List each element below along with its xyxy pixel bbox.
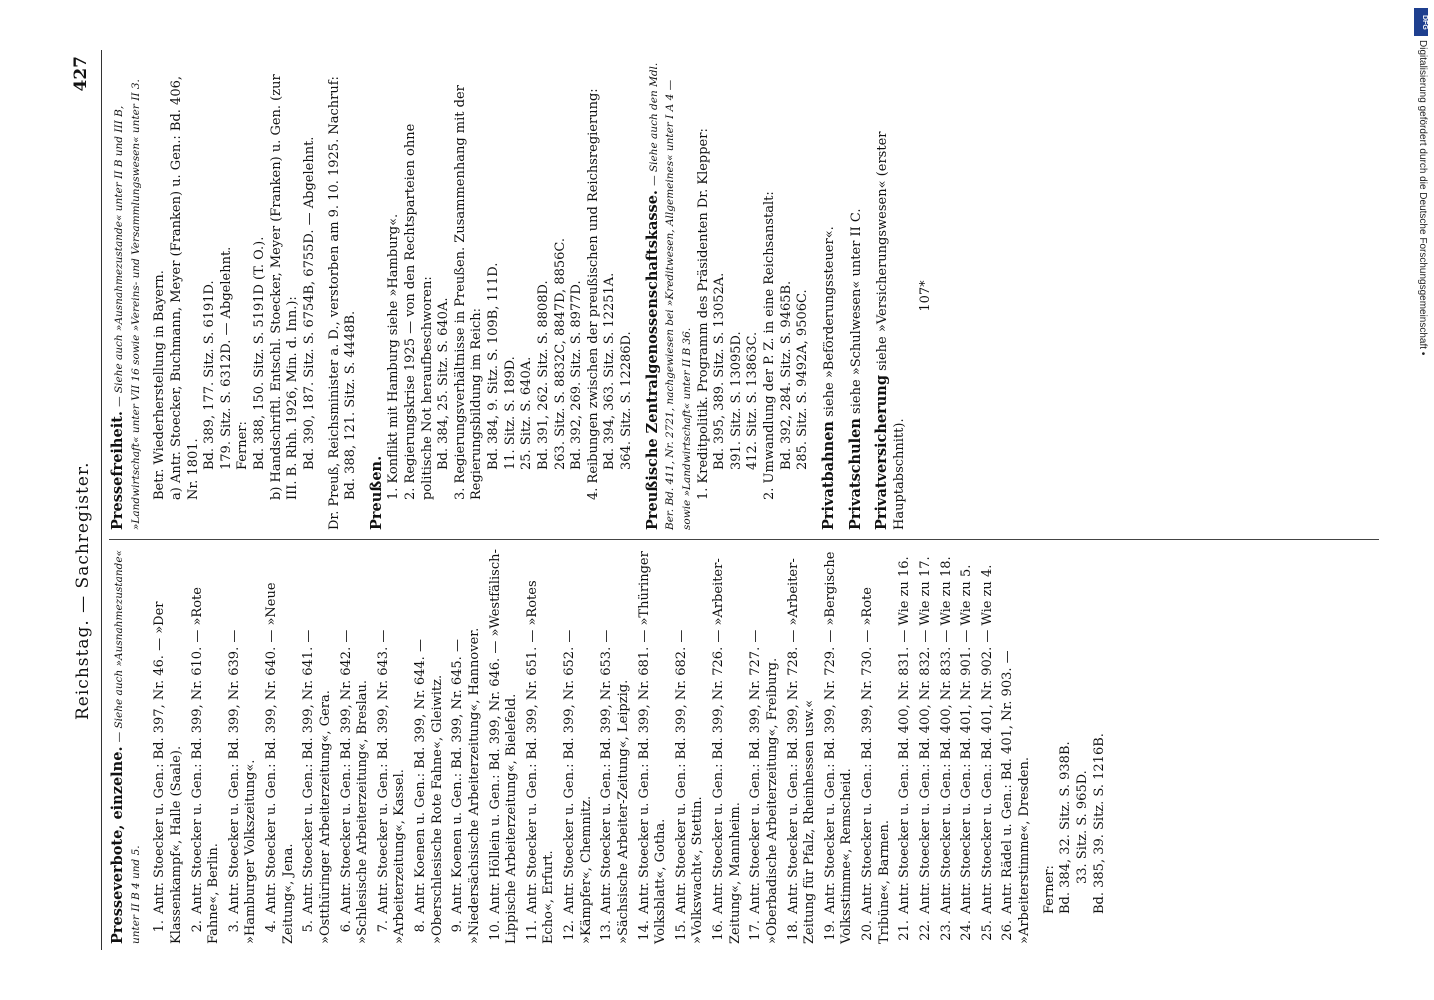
presseverbote-entry (525, 549, 558, 944)
ferner-reference: Bd. 384, 32. Sitz. S. 938B. (1058, 741, 1074, 914)
entry-number: 20. (860, 920, 875, 941)
entry-text: Antr. Stoecker u. Gen.: Bd. 400, Nr. 832. — Wie zu 17. (917, 556, 933, 914)
entry-number: 11. (524, 920, 540, 941)
preussen-item-3: 3. Regierungsverhältnisse in Preußen. Zusammenhang mit der Regierungsbildung im Reich: (452, 85, 485, 500)
presseverbote-entry (413, 549, 446, 944)
presseverbote-entry (1000, 549, 1033, 944)
entry-number: 26. (1000, 920, 1016, 941)
preussen-item-3-ref-5: 263. Sitz. S. 8832C, 8847D, 8856C. (552, 237, 568, 470)
zentral-para (644, 62, 696, 530)
zentral-item-2: 2. Umwandlung der P. Z. in eine Reichsanstalt: (762, 191, 778, 500)
presseverbote-entry (227, 549, 260, 944)
preussen-item-3-ref-2: 11. Sitz. S. 189D. (502, 356, 518, 470)
ferner-reference: Bd. 385, 39. Sitz. S. 1216B. (1091, 733, 1107, 914)
entry-text: Antr. Stoecker u. Gen.: Bd. 401, Nr. 902. — Wie zu 4. (979, 564, 995, 914)
entry-number: 2. (189, 920, 205, 933)
presseverbote-entry (488, 549, 521, 944)
presseverbote-list (152, 549, 1033, 944)
presseverbote-entry (674, 549, 707, 944)
preussen-item-3-ref-6: Bd. 392, 269. Sitz. S. 8977D. (569, 280, 585, 470)
preussen-item-4-ref-1: Bd. 394, 363. Sitz. S. 12251A. (602, 272, 618, 470)
zentral-item-1-ref-2: 391. Sitz. S. 13095D. (728, 331, 744, 470)
entry-a: a) Antr. Stoecker, Buchmann, Meyer (Franken) u. Gen.: Bd. 406, Nr. 1801. (168, 76, 201, 500)
entry-text: Antr. Stoecker u. Gen.: Bd. 399, Nr. 639. — »Hamburger Volkszeitung«. (226, 629, 259, 944)
entry-b-ref-1: Bd. 390, 187. Sitz. S. 6754B, 6755D. — Abgelehnt. (301, 136, 317, 470)
preussen-item-2: 2. Regierungskrise 1925 — von den Rechtsparteien ohne politische Not heraufbeschworen: (402, 123, 435, 500)
entry-text: Antr. Höllein u. Gen.: Bd. 399, Nr. 646. — »Westfälisch-Lippische Arbeiterzeitung«, Bielefeld. (487, 549, 520, 944)
entry-a-ferner: Ferner: (235, 421, 251, 470)
entry-text: Antr. Stoecker u. Gen.: Bd. 400, Nr. 831. — Wie zu 16. (897, 556, 913, 914)
entry-number: 25. (979, 920, 995, 941)
pressefreiheit-para (109, 62, 144, 530)
presseverbote-crossref: — Siehe auch »Ausnahmezustande« unter II B 4 und 5. (113, 550, 142, 944)
ferner-list (1058, 549, 1108, 944)
preuss-ref: Bd. 388, 121. Sitz. S. 4448B. (343, 310, 359, 500)
presseverbote-entry (918, 549, 935, 944)
digitization-credit: Digitalisierung gefördert durch die Deutsche Forschungsgemeinschaft • (1417, 40, 1428, 356)
privatbahnen-heading: Privatbahnen (819, 421, 837, 530)
privatschulen-entry (847, 62, 866, 530)
zentral-item-1-ref-1: Bd. 395, 389. Sitz. S. 13052A. (712, 272, 728, 470)
zentral-item-2-ref-1: Bd. 392, 284. Sitz. S. 9465B. (778, 280, 794, 470)
entry-text: Antr. Stoecker u. Gen.: Bd. 399, Nr. 652. — »Kämpfer«, Chemnitz. (562, 629, 594, 944)
entry-number: 19. (822, 920, 838, 941)
privatversicherung-entry (873, 62, 908, 530)
presseverbote-entry (152, 549, 185, 944)
presseverbote-entry (823, 549, 856, 944)
entry-number: 6. (338, 920, 354, 933)
entry-number: 17. (748, 920, 764, 941)
entry-text: Antr. Rädel u. Gen.: Bd. 401, Nr. 903. — »Arbeiterstimme«, Dresden. (1000, 650, 1032, 944)
entry-number: 12. (562, 920, 577, 941)
presseverbote-entry (980, 549, 997, 944)
preussen-item-3-ref-3: 25. Sitz. S. 640A. (519, 356, 535, 470)
preussen-heading: Preußen. (367, 455, 385, 530)
presseverbote-entry (959, 549, 976, 944)
entry-number: 8. (413, 920, 428, 933)
entry-number: 14. (636, 920, 652, 941)
zentral-crossref: — Siehe auch den Mdl. Ber. Bd. 411, Nr. 2721, nachgewiesen bei »Kreditwesen, Allgemeines« unter I A 4 — sowie »Landwirtschaft« unter II B 36. (647, 62, 693, 530)
presseverbote-entry (264, 549, 297, 944)
entry-text: Antr. Stoecker u. Gen.: Bd. 399, Nr. 681. — »Thüringer Volksblatt«, Gotha. (636, 551, 669, 944)
right-column (109, 62, 1395, 530)
zentral-item-1: 1. Kreditpolitik. Programm des Präsidenten Dr. Klepper: (695, 128, 711, 500)
preussen-item-1: 1. Konflikt mit Hamburg siehe »Hamburg«. (386, 213, 402, 500)
zentral-item-2-ref-2: 285. Sitz. S. 9492A, 9506C. (795, 289, 811, 470)
presseverbote-entry (939, 549, 956, 944)
running-header (65, 50, 102, 950)
entry-number: 21. (897, 920, 913, 941)
presseverbote-entry (860, 549, 893, 944)
preussen-item-4-ref-2: 364. Sitz. S. 12286D. (619, 331, 635, 470)
preuss-entry: Dr. Preuß, Reichsminister a. D., verstorben am 9. 10. 1925. Nachruf: (326, 76, 342, 530)
entry-b: b) Handschriftl. Entschl. Stoecker, Meyer (Franken) u. Gen. (zur III. B. Rhh. 1926, Min. d. Inn.): (268, 74, 301, 500)
entry-text: Antr. Stoecker u. Gen.: Bd. 399, Nr. 730. — »Rote Tribüne«, Barmen. (860, 587, 892, 944)
privatversicherung-ref: siehe »Versicherungswesen« (erster Hauptabschnitt). (875, 131, 907, 530)
presseverbote-entry (599, 549, 632, 944)
entry-text: Antr. Koenen u. Gen.: Bd. 399, Nr. 644. — »Oberschlesische Rote Fahne«, Gleiwitz. (413, 639, 445, 944)
entry-text: Antr. Stoecker u. Gen.: Bd. 399, Nr. 682. — »Volkswacht«, Stettin. (673, 629, 706, 944)
zentral-item-1-ref-3: 412. Sitz. S. 13863C. (745, 331, 761, 470)
entry-text: Antr. Stoecker u. Gen.: Bd. 399, Nr. 653. — »Sächsische Arbeiter-Zeitung«, Leipzig. (599, 629, 631, 944)
entry-text: Antr. Stoecker u. Gen.: Bd. 400, Nr. 833. — Wie zu 18. (938, 556, 954, 914)
ferner-label: Ferner: (1041, 865, 1057, 914)
column-divider (109, 539, 1379, 540)
entry-number: 7. (375, 920, 391, 933)
entry-a-ref-2: 179. Sitz. S. 6312D. — Abgelehnt. (218, 246, 234, 470)
digitization-sidebar (1404, 0, 1434, 1000)
entry-text: Antr. Stoecker u. Gen.: Bd. 399, Nr. 643. — »Arbeiterzeitung«, Kassel. (375, 629, 408, 944)
privatschulen-heading: Privatschulen (846, 418, 864, 530)
entry-text: Antr. Stoecker u. Gen.: Bd. 399, Nr. 610. — »Rote Fahne«, Berlin. (189, 587, 222, 944)
entry-number: 3. (226, 920, 242, 933)
entry-number: 5. (301, 920, 317, 933)
pressefreiheit-crossref: — Siehe auch »Ausnahmezustande« unter II B und III B, »Landwirtschaft« unter VII 16 sowie »Vereins- und Versammlungswesen« unter II 3. (113, 79, 142, 530)
presseverbote-entry (376, 549, 409, 944)
ferner-reference: 33. Sitz. S. 965D. (1074, 770, 1090, 884)
entry-number: 16. (711, 920, 726, 941)
page-number: 427 (71, 56, 91, 92)
entry-number: 13. (599, 920, 615, 941)
preussen-item-2-ref: Bd. 384, 25. Sitz. S. 640A. (436, 297, 452, 470)
entry-number: 23. (938, 920, 954, 941)
entry-number: 24. (959, 920, 975, 941)
presseverbote-entry (786, 549, 819, 944)
privatbahnen-entry (820, 62, 839, 530)
presseverbote-entry (897, 549, 914, 944)
footer-signature: 107* (918, 280, 934, 312)
betr-line: Betr. Wiederherstellung in Bayern. (152, 270, 168, 500)
presseverbote-entry (339, 549, 372, 944)
entry-text: Antr. Stoecker u. Gen.: Bd. 399, Nr. 641. — »Ostthüringer Arbeiterzeitung«, Gera. (301, 629, 333, 944)
presseverbote-entry (637, 549, 670, 944)
presseverbote-entry (748, 549, 781, 944)
entry-text: Antr. Stoecker u. Gen.: Bd. 399, Nr. 651. — »Rotes Echo«, Erfurt. (524, 580, 557, 944)
entry-number: 1. (152, 920, 168, 933)
entry-text: Antr. Stoecker u. Gen.: Bd. 401, Nr. 901. — Wie zu 5. (959, 564, 975, 914)
entry-a-ref-1: Bd. 389, 177. Sitz. S. 6191D. (202, 280, 218, 470)
entry-text: Antr. Stoecker u. Gen.: Bd. 399, Nr. 729. — »Bergische Volksstimme«, Remscheid. (822, 551, 855, 944)
entry-text: Antr. Stoecker u. Gen.: Bd. 399, Nr. 727. — »Oberbadische Arbeiterzeitung«, Freiburg. (748, 629, 780, 944)
entry-number: 4. (264, 920, 279, 933)
pressefreiheit-heading: Pressefreiheit. (109, 411, 126, 530)
header-title: Reichstag. — Sachregister. (73, 461, 93, 720)
entry-text: Antr. Koenen u. Gen.: Bd. 399, Nr. 645. — »Niedersächsische Arbeiterzeitung«, Hannover. (450, 627, 482, 944)
entry-number: 22. (917, 920, 933, 941)
entry-text: Antr. Stoecker u. Gen.: Bd. 397, Nr. 46. — »Der Klassenkampf«, Halle (Saale). (152, 601, 184, 944)
presseverbote-entry (450, 549, 483, 944)
dfg-logo: DFG (1414, 8, 1428, 36)
left-column (109, 549, 1395, 944)
entry-text: Antr. Stoecker u. Gen.: Bd. 399, Nr. 642. — »Schlesische Arbeiterzeitung«, Breslau. (338, 629, 371, 944)
entry-text: Antr. Stoecker u. Gen.: Bd. 399, Nr. 640. — »Neue Zeitung«, Jena. (264, 582, 296, 944)
entry-text: Antr. Stoecker u. Gen.: Bd. 399, Nr. 728. — »Arbeiter-Zeitung für Pfalz, Rheinhessen usw.« (785, 558, 818, 944)
entry-text: Antr. Stoecker u. Gen.: Bd. 399, Nr. 726. — »Arbeiter-Zeitung«, Mannheim. (711, 558, 743, 944)
presseverbote-entry (711, 549, 744, 944)
preussen-item-4: 4. Reibungen zwischen der preußischen und Reichsregierung: (585, 88, 601, 500)
preussen-item-3-ref-1: Bd. 384, 9. Sitz. S. 109B, 111D. (486, 262, 502, 470)
entry-number: 10. (487, 920, 503, 941)
zentral-heading: Preußische Zentralgenossenschaftskasse. (643, 190, 661, 530)
privatschulen-ref: siehe »Schulwesen« unter II C. (848, 208, 864, 414)
presseverbote-heading: Presseverbote, einzelne. (109, 746, 126, 944)
rotated-document-sheet (65, 50, 1395, 950)
preussen-item-3-ref-4: Bd. 391, 262. Sitz. S. 8808D. (535, 280, 551, 470)
entry-number: 18. (785, 920, 801, 941)
presseverbote-heading-para (109, 549, 144, 944)
entry-number: 9. (450, 920, 466, 933)
presseverbote-entry (190, 549, 223, 944)
presseverbote-entry (562, 549, 595, 944)
privatbahnen-ref: siehe »Beförderungssteuer«. (821, 226, 837, 417)
privatversicherung-heading: Privatversicherung (873, 375, 891, 530)
entry-number: 15. (673, 920, 689, 941)
presseverbote-entry (301, 549, 334, 944)
entry-a-ref-3: Bd. 388, 150. Sitz. S. 5191D (T. O.). (252, 236, 267, 470)
